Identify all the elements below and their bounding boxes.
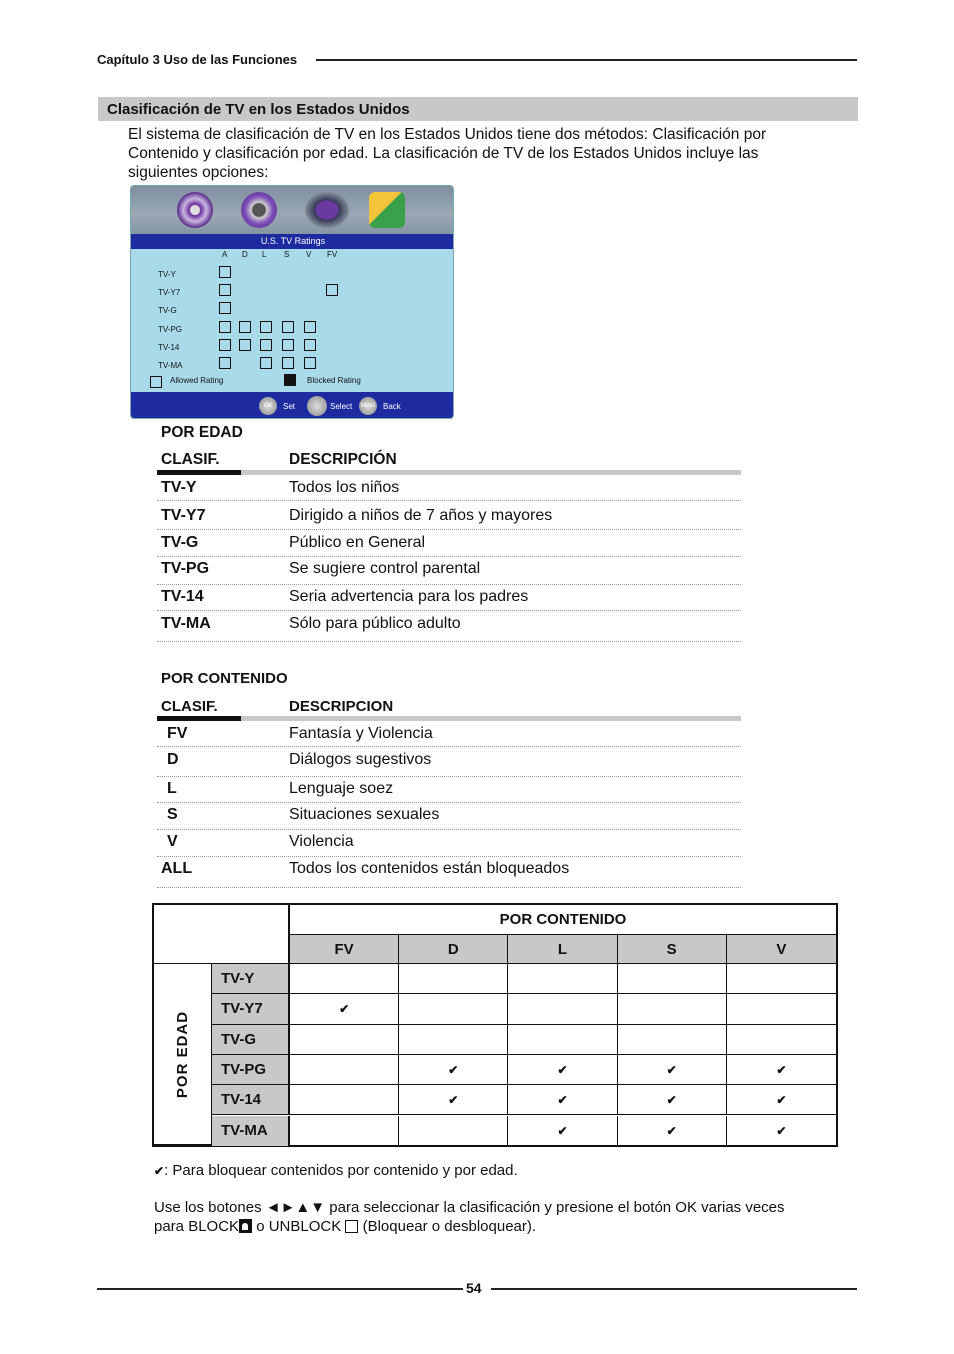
rating-code: TV-MA <box>161 615 211 632</box>
matrix-cell <box>399 1116 508 1146</box>
col-descripcion: DESCRIPCION <box>289 698 394 715</box>
matrix-row-label: TV-Y <box>212 964 290 994</box>
osd-col-label: A <box>222 250 228 259</box>
use-note-block: para BLOCK <box>154 1218 240 1235</box>
use-note-end: (Bloquear o desbloquear). <box>358 1218 537 1235</box>
matrix-cell <box>618 1085 727 1115</box>
matrix-cell <box>727 1025 836 1055</box>
matrix-row-label: TV-Y7 <box>212 994 290 1024</box>
table-row <box>157 747 741 777</box>
osd-col-label: FV <box>327 250 338 259</box>
osd-rating-checkbox[interactable] <box>304 357 316 369</box>
osd-rating-checkbox[interactable] <box>260 357 272 369</box>
osd-button-bar <box>131 392 454 419</box>
osd-row-label: TV-G <box>158 306 177 315</box>
osd-rating-checkbox[interactable] <box>282 357 294 369</box>
osd-rating-checkbox[interactable] <box>219 357 231 369</box>
blocked-rating-icon <box>284 374 296 386</box>
rating-matrix <box>152 903 838 1147</box>
rating-desc: Público en General <box>289 534 426 551</box>
content-desc: Lenguaje soez <box>289 780 394 797</box>
osd-rating-checkbox[interactable] <box>326 284 338 296</box>
matrix-cell <box>618 1055 727 1085</box>
matrix-cell <box>399 1025 508 1055</box>
table-row <box>157 530 741 557</box>
puzzle-icon <box>369 192 405 228</box>
matrix-cell <box>290 994 399 1024</box>
rating-desc: Todos los niños <box>289 479 400 496</box>
intro-paragraph: El sistema de clasificación de TV en los Estados Unidos tiene dos métodos: Clasificación por Contenido y clasificación por edad. La clasificación de TV de los Estados Unidos incluye las siguientes opciones: <box>128 126 767 181</box>
osd-rating-checkbox[interactable] <box>239 321 251 333</box>
osd-col-label: D <box>242 250 248 259</box>
unlock-icon <box>345 1220 358 1233</box>
check-icon: ✔ <box>776 1123 787 1138</box>
matrix-side-header <box>154 964 212 1145</box>
footer-rule <box>491 1288 857 1290</box>
rating-code: TV-G <box>161 534 199 551</box>
osd-col-label: L <box>262 250 267 259</box>
rating-desc: Seria advertencia para los padres <box>289 588 529 605</box>
legend-note <box>154 1162 518 1179</box>
back-label: Back <box>383 402 401 411</box>
rating-code: TV-14 <box>161 588 204 605</box>
osd-rating-checkbox[interactable] <box>219 266 231 278</box>
content-code: D <box>167 751 179 768</box>
matrix-col-header: L <box>508 935 617 964</box>
select-label: Select <box>330 402 353 411</box>
matrix-cell <box>508 1025 617 1055</box>
rating-desc: Dirigido a niños de 7 años y mayores <box>289 507 553 524</box>
col-clasif: CLASIF. <box>161 698 218 715</box>
content-desc: Violencia <box>289 833 354 850</box>
satellite-icon <box>305 192 349 228</box>
content-desc: Situaciones sexuales <box>289 806 440 823</box>
speaker-icon <box>241 192 277 228</box>
osd-rating-checkbox[interactable] <box>219 284 231 296</box>
matrix-cell <box>727 1116 836 1146</box>
matrix-corner <box>154 905 290 964</box>
matrix-row-label: TV-14 <box>212 1085 290 1115</box>
matrix-cell <box>618 1025 727 1055</box>
osd-rating-checkbox[interactable] <box>219 339 231 351</box>
osd-rating-checkbox[interactable] <box>260 339 272 351</box>
table-row <box>157 857 741 888</box>
matrix-cell <box>727 964 836 994</box>
matrix-cell <box>399 964 508 994</box>
matrix-cell <box>508 1116 617 1146</box>
table-row <box>157 830 741 857</box>
chapter-title: Capítulo 3 Uso de las Funciones <box>97 52 298 67</box>
osd-rating-checkbox[interactable] <box>219 302 231 314</box>
check-icon: ✔ <box>776 1092 787 1107</box>
check-icon: ✔ <box>557 1123 568 1138</box>
osd-col-label: V <box>306 250 312 259</box>
disc-icon <box>177 192 213 228</box>
content-code: V <box>167 833 178 850</box>
table-row <box>157 611 741 642</box>
col-descripcion: DESCRIPCIÓN <box>289 451 397 468</box>
matrix-row-label: TV-PG <box>212 1055 290 1085</box>
tv-ratings-osd <box>130 185 454 419</box>
matrix-cell <box>508 1055 617 1085</box>
section-title: Clasificación de TV en los Estados Unidos <box>107 101 410 118</box>
matrix-cell <box>399 1055 508 1085</box>
matrix-col-header: D <box>399 935 508 964</box>
matrix-cell <box>727 994 836 1024</box>
check-icon: ✔ <box>448 1062 459 1077</box>
matrix-col-header: V <box>727 935 836 964</box>
check-icon: ✔ <box>154 1164 165 1178</box>
rating-code: TV-PG <box>161 560 210 577</box>
table-row <box>157 720 741 747</box>
matrix-row-label: TV-G <box>212 1025 290 1055</box>
rating-code: TV-Y <box>161 479 197 496</box>
matrix-row-label: TV-MA <box>212 1116 290 1146</box>
osd-row-label: TV-Y <box>158 270 176 279</box>
footer-rule <box>97 1288 463 1290</box>
matrix-cell <box>399 1085 508 1115</box>
table-row <box>157 474 741 501</box>
use-note-line2 <box>154 1218 854 1235</box>
check-icon: ✔ <box>666 1092 677 1107</box>
rating-desc: Se sugiere control parental <box>289 560 481 577</box>
matrix-cell <box>508 1085 617 1115</box>
matrix-cell <box>508 994 617 1024</box>
osd-rating-checkbox[interactable] <box>304 321 316 333</box>
osd-menu-bar <box>131 186 454 234</box>
matrix-cell <box>290 1085 399 1115</box>
table-row <box>157 777 741 803</box>
check-icon: ✔ <box>666 1123 677 1138</box>
osd-title: U.S. TV Ratings <box>131 234 454 249</box>
osd-row-label: TV-PG <box>158 325 183 334</box>
matrix-col-header: S <box>618 935 727 964</box>
matrix-cell <box>618 994 727 1024</box>
content-code: FV <box>167 725 188 742</box>
rating-code: TV-Y7 <box>161 507 206 524</box>
matrix-cell <box>290 964 399 994</box>
matrix-cell <box>290 1116 399 1146</box>
matrix-cell <box>727 1085 836 1115</box>
menu-button[interactable]: MENU <box>359 397 377 415</box>
osd-rating-checkbox[interactable] <box>239 339 251 351</box>
page-number: 54 <box>466 1280 482 1296</box>
osd-rating-checkbox[interactable] <box>282 321 294 333</box>
osd-row-label: TV-Y7 <box>158 288 181 297</box>
osd-rating-checkbox[interactable] <box>282 339 294 351</box>
lock-icon <box>239 1219 252 1233</box>
osd-row-label: TV-MA <box>158 361 183 370</box>
content-desc: Fantasía y Violencia <box>289 725 433 742</box>
matrix-cell <box>618 1116 727 1146</box>
matrix-cell <box>399 994 508 1024</box>
content-code: L <box>167 780 177 797</box>
osd-row-label: TV-14 <box>158 343 180 352</box>
osd-rating-checkbox[interactable] <box>260 321 272 333</box>
osd-col-label: S <box>284 250 290 259</box>
allowed-rating-label: Allowed Rating <box>170 376 224 385</box>
content-code: S <box>167 806 178 823</box>
table-row <box>157 502 741 530</box>
matrix-col-header: FV <box>290 935 399 964</box>
allowed-rating-icon <box>150 376 162 388</box>
check-icon: ✔ <box>557 1062 568 1077</box>
content-desc: Todos los contenidos están bloqueados <box>289 860 570 877</box>
content-desc: Diálogos sugestivos <box>289 751 432 768</box>
blocked-rating-label: Blocked Rating <box>307 376 361 385</box>
por-contenido-heading: POR CONTENIDO <box>161 670 288 687</box>
check-icon: ✔ <box>339 1001 350 1016</box>
content-code: ALL <box>161 860 193 877</box>
matrix-cell <box>290 1025 399 1055</box>
table-row <box>157 803 741 830</box>
rating-desc: Sólo para público adulto <box>289 615 461 632</box>
matrix-cell <box>618 964 727 994</box>
set-label: Set <box>283 402 296 411</box>
check-icon: ✔ <box>666 1062 677 1077</box>
legend-text: : Para bloquear contenidos por contenido y por edad. <box>164 1162 518 1179</box>
check-icon: ✔ <box>776 1062 787 1077</box>
col-clasif: CLASIF. <box>161 451 220 468</box>
matrix-top-header: POR CONTENIDO <box>290 905 836 935</box>
header-rule <box>316 59 857 61</box>
check-icon: ✔ <box>448 1092 459 1107</box>
matrix-cell <box>508 964 617 994</box>
matrix-side-header-text: POR EDAD <box>174 1010 191 1098</box>
table-row <box>157 585 741 611</box>
osd-rating-checkbox[interactable] <box>304 339 316 351</box>
osd-rating-checkbox[interactable] <box>219 321 231 333</box>
matrix-cell <box>290 1055 399 1085</box>
ok-button[interactable]: OK <box>259 397 277 415</box>
matrix-cell <box>727 1055 836 1085</box>
table-row <box>157 557 741 585</box>
use-note-line1: Use los botones ◄►▲▼ para seleccionar la clasificación y presione el botón OK varias veces <box>154 1199 785 1216</box>
use-note-unblock: o UNBLOCK <box>252 1218 346 1235</box>
dpad-icon[interactable] <box>307 396 327 416</box>
check-icon: ✔ <box>557 1092 568 1107</box>
por-edad-heading: POR EDAD <box>161 424 243 441</box>
